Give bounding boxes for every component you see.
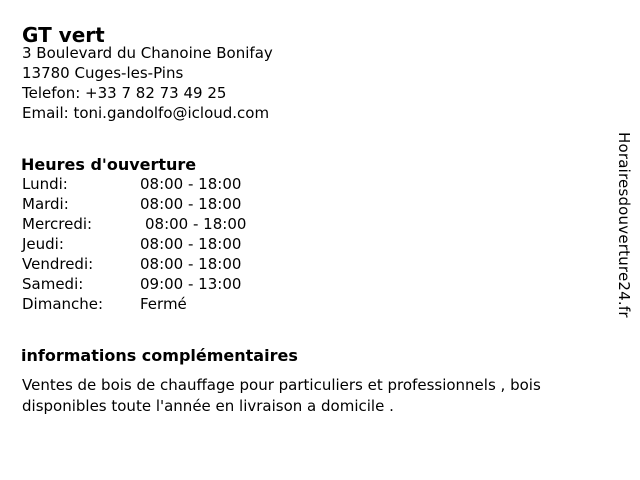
hours-row-samedi <box>22 274 246 294</box>
info-heading: informations complémentaires <box>21 346 298 366</box>
email-value: toni.gandolfo@icloud.com <box>73 104 270 122</box>
day-label: Jeudi: <box>22 235 64 253</box>
watermark-text: Horairesdouverture24.fr <box>615 132 633 318</box>
phone-value: +33 7 82 73 49 25 <box>85 84 227 102</box>
day-label: Mardi: <box>22 195 69 213</box>
hours-row-jeudi <box>22 234 246 254</box>
day-hours: 08:00 - 18:00 <box>145 215 247 233</box>
day-hours: Fermé <box>140 295 187 313</box>
email-line <box>22 103 273 123</box>
hours-row-mercredi <box>22 214 246 234</box>
day-hours: 08:00 - 18:00 <box>140 175 242 193</box>
hours-table <box>22 174 246 314</box>
day-hours: 09:00 - 13:00 <box>140 275 242 293</box>
day-label: Samedi: <box>22 275 84 293</box>
day-hours: 08:00 - 18:00 <box>140 255 242 273</box>
phone-label: Telefon: <box>22 84 81 102</box>
address-line-1: 3 Boulevard du Chanoine Bonifay <box>22 44 273 62</box>
page-title: GT vert <box>22 23 105 48</box>
day-label: Dimanche: <box>22 295 104 313</box>
contact-block <box>22 43 273 123</box>
hours-row-dimanche <box>22 294 246 314</box>
hours-row-lundi <box>22 174 246 194</box>
hours-row-mardi <box>22 194 246 214</box>
info-text: Ventes de bois de chauffage pour particuliers et professionnels , bois disponibles toute l'année en livraison a domicile . <box>22 376 541 415</box>
day-hours: 08:00 - 18:00 <box>140 195 242 213</box>
phone-line <box>22 83 273 103</box>
day-label: Lundi: <box>22 175 68 193</box>
day-label: Vendredi: <box>22 255 94 273</box>
address-line-2: 13780 Cuges-les-Pins <box>22 64 184 82</box>
day-hours: 08:00 - 18:00 <box>140 235 242 253</box>
hours-heading: Heures d'ouverture <box>21 155 197 175</box>
day-label: Mercredi: <box>22 215 93 233</box>
email-label: Email: <box>22 104 69 122</box>
hours-row-vendredi <box>22 254 246 274</box>
